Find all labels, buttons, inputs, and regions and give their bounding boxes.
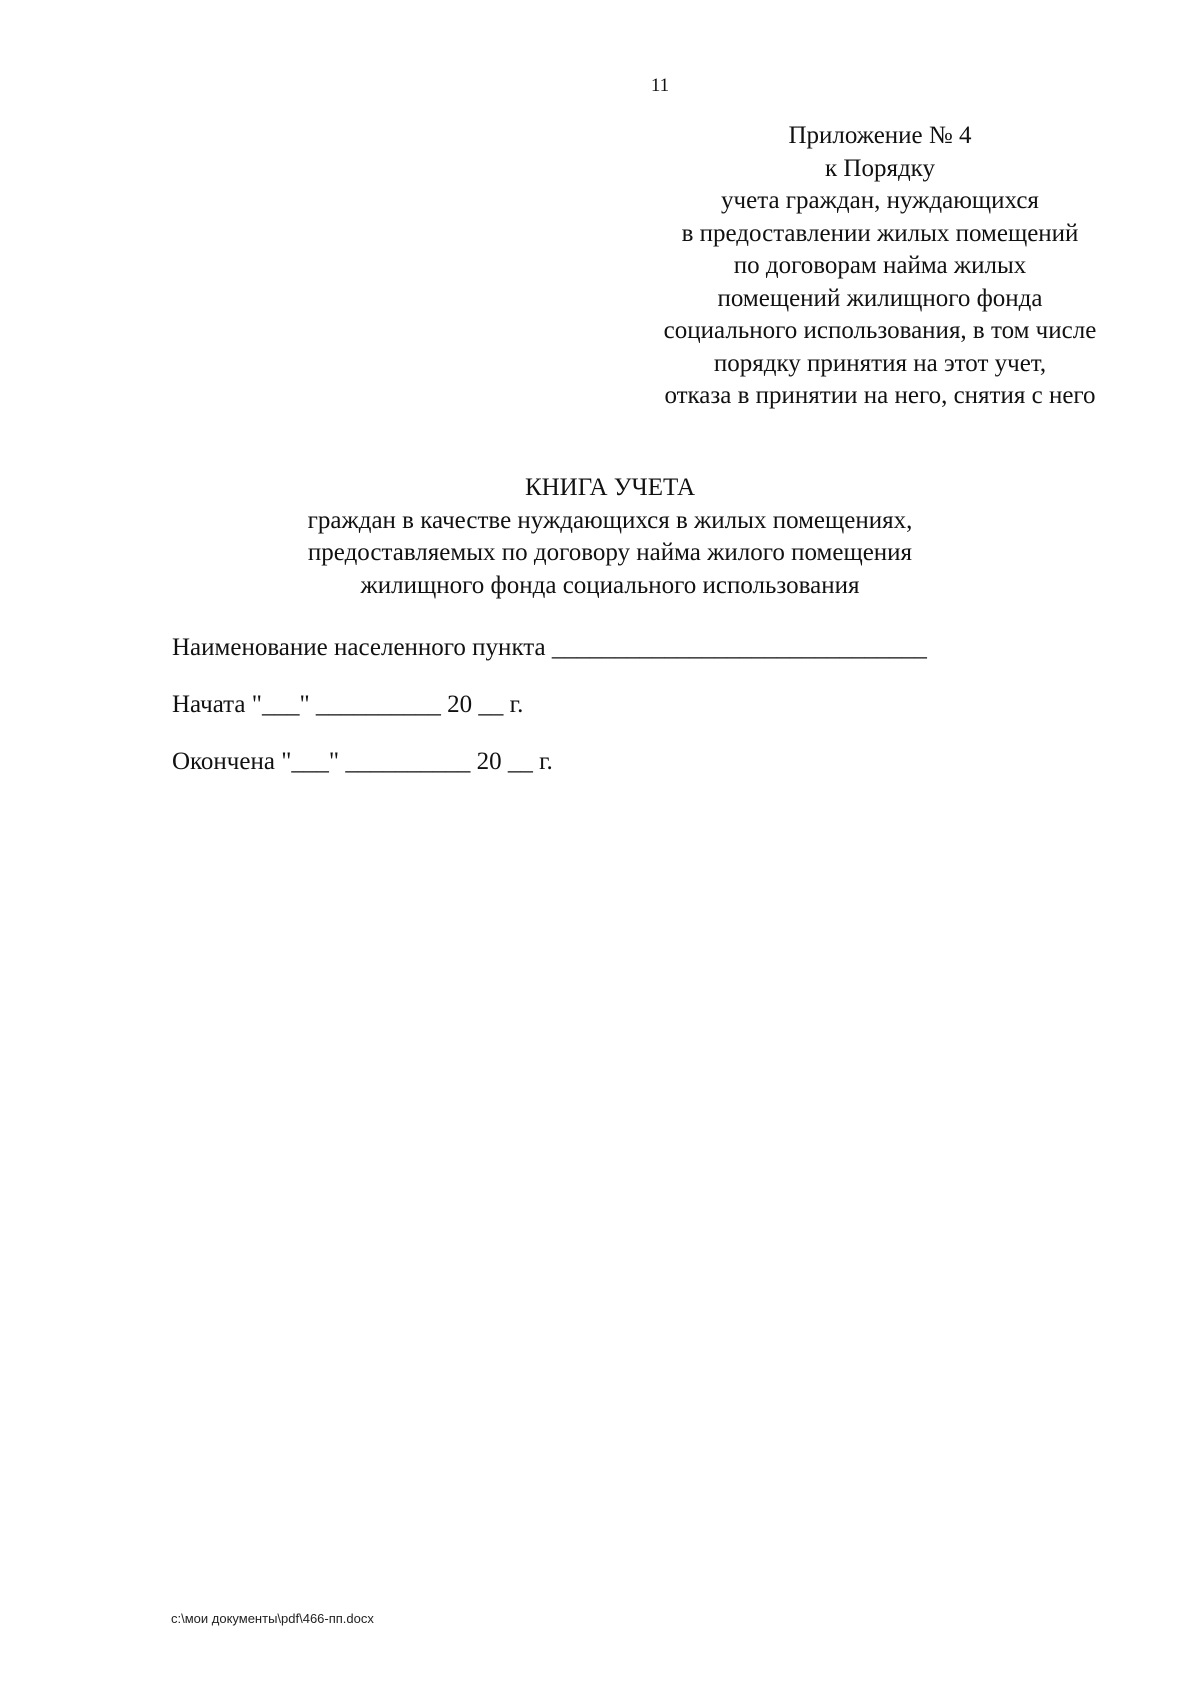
appendix-line: по договорам найма жилых [733,252,1027,279]
appendix-line: в предоставлении жилых помещений [681,219,1079,247]
appendix-line: Приложение № 4 [788,122,972,149]
appendix-line: учета граждан, нуждающихся [721,187,1039,214]
page-number: 11 [650,75,670,96]
book-subtitle-line: предоставляемых по договору найма жилого помещения [307,539,913,566]
appendix-header [600,120,1160,413]
ended-date-field: Окончена "___" __________ 20 __ г. [172,748,553,775]
book-title-block [230,472,990,602]
book-subtitle-line: жилищного фонда социального использования [360,571,860,599]
footer-file-path: c:\мои документы\pdf\466-пп.docx [171,1611,374,1626]
appendix-line: к Порядку [825,154,935,182]
book-subtitle-line: граждан в качестве нуждающихся в жилых помещениях, [307,506,913,534]
appendix-line: порядку принятия на этот учет, [713,349,1047,377]
started-date-field: Начата "___" __________ 20 __ г. [172,691,524,718]
appendix-line: отказа в принятии на него, снятия с него [664,382,1096,409]
book-title: КНИГА УЧЕТА [524,474,696,501]
appendix-line: помещений жилищного фонда [717,284,1043,312]
appendix-line: социального использования, в том числе [663,317,1097,344]
settlement-name-field: Наименование населенного пункта ______________________________ [172,634,927,661]
